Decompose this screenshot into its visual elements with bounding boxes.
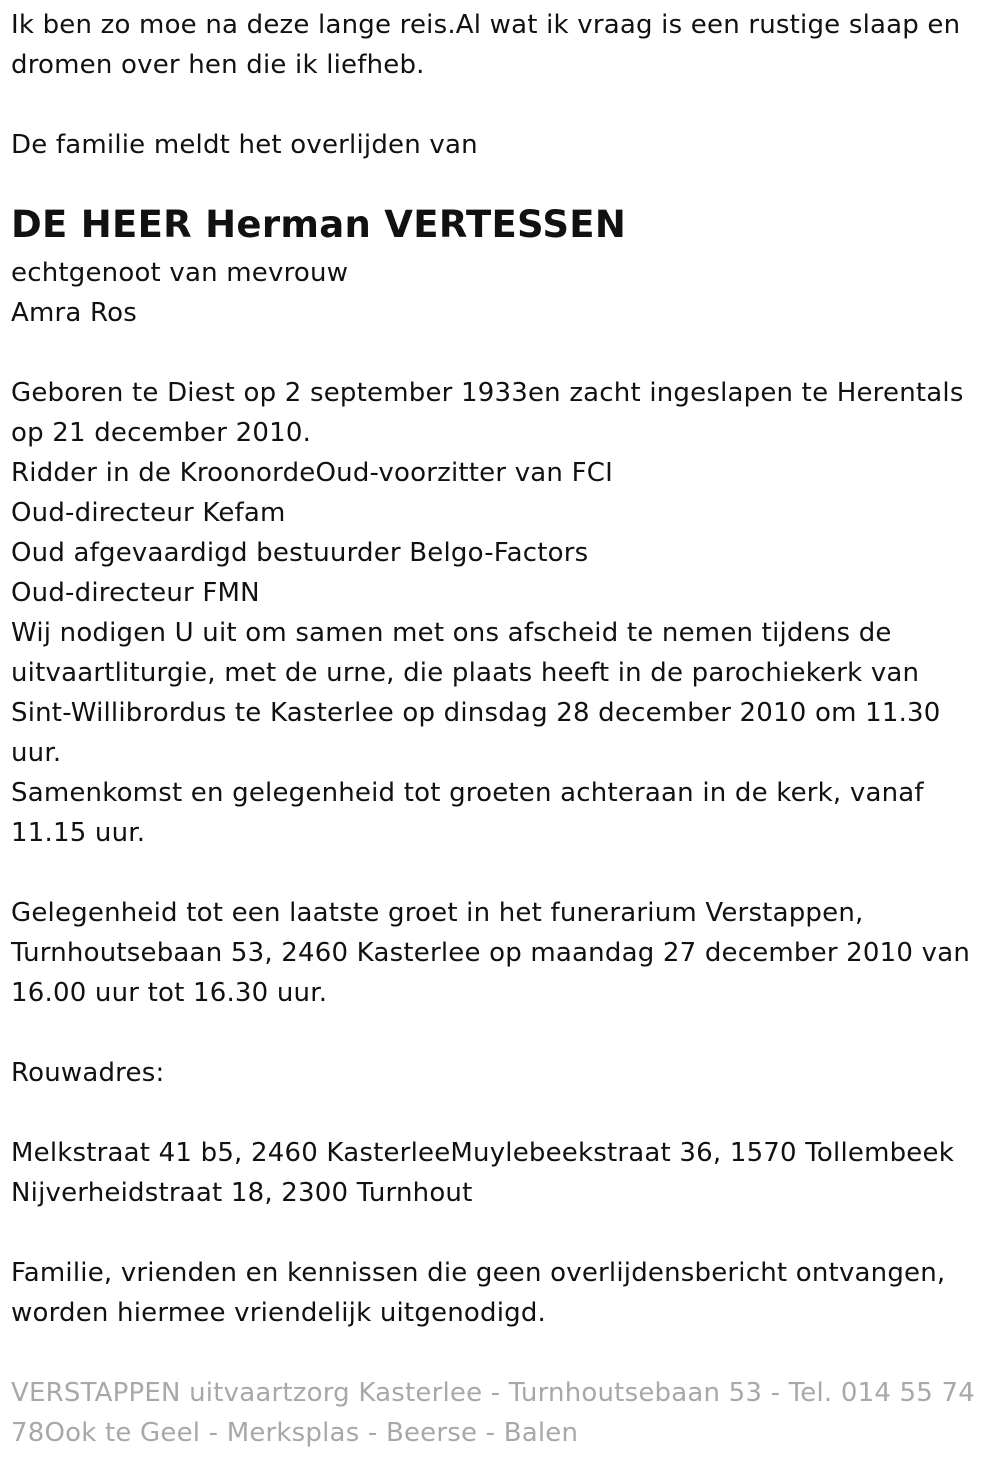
bio-line: 11.15 uur. xyxy=(11,818,146,848)
deceased-name: DE HEER Herman VERTESSEN xyxy=(11,203,627,246)
closing-line: Familie, vrienden en kennissen die geen overlijdensbericht ontvangen, xyxy=(11,1258,946,1288)
poem-line: Ik ben zo moe na deze lange reis.Al wat ik vraag is een rustige slaap en xyxy=(11,10,961,40)
viewing-line: 16.00 uur tot 16.30 uur. xyxy=(11,978,328,1008)
viewing-line: Gelegenheid tot een laatste groet in het funerarium Verstappen, xyxy=(11,898,864,928)
closing-line: worden hiermee vriendelijk uitgenodigd. xyxy=(11,1298,547,1328)
address-label: Rouwadres: xyxy=(11,1058,165,1088)
bio-line: Wij nodigen U uit om samen met ons afscheid te nemen tijdens de xyxy=(11,618,892,648)
intro-text: De familie meldt het overlijden van xyxy=(11,130,478,160)
bio-line: Sint-Willibrordus te Kasterlee op dinsdag 28 december 2010 om 11.30 xyxy=(11,698,941,728)
bio-line: Oud afgevaardigd bestuurder Belgo-Factors xyxy=(11,538,589,568)
bio-line: Ridder in de KroonordeOud-voorzitter van FCI xyxy=(11,458,613,488)
bio-line: Samenkomst en gelegenheid tot groeten achteraan in de kerk, vanaf xyxy=(11,778,924,808)
funeral-home-footer: VERSTAPPEN uitvaartzorg Kasterlee - Turnhoutsebaan 53 - Tel. 014 55 74 xyxy=(11,1378,975,1408)
viewing-line: Turnhoutsebaan 53, 2460 Kasterlee op maandag 27 december 2010 van xyxy=(11,938,971,968)
bio-line: Oud-directeur FMN xyxy=(11,578,260,608)
bio-line: uur. xyxy=(11,738,62,768)
address-line: Nijverheidstraat 18, 2300 Turnhout xyxy=(11,1178,473,1208)
bio-line: op 21 december 2010. xyxy=(11,418,312,448)
bio-line: uitvaartliturgie, met de urne, die plaats heeft in de parochiekerk van xyxy=(11,658,920,688)
funeral-home-footer: 78Ook te Geel - Merksplas - Beerse - Balen xyxy=(11,1418,579,1448)
spouse-line: echtgenoot van mevrouw xyxy=(11,258,349,288)
address-line: Melkstraat 41 b5, 2460 KasterleeMuylebeekstraat 36, 1570 Tollembeek xyxy=(11,1138,954,1168)
poem-line: dromen over hen die ik liefheb. xyxy=(11,50,425,80)
bio-line: Oud-directeur Kefam xyxy=(11,498,286,528)
spouse-name: Amra Ros xyxy=(11,298,137,328)
bio-line: Geboren te Diest op 2 september 1933en zacht ingeslapen te Herentals xyxy=(11,378,964,408)
